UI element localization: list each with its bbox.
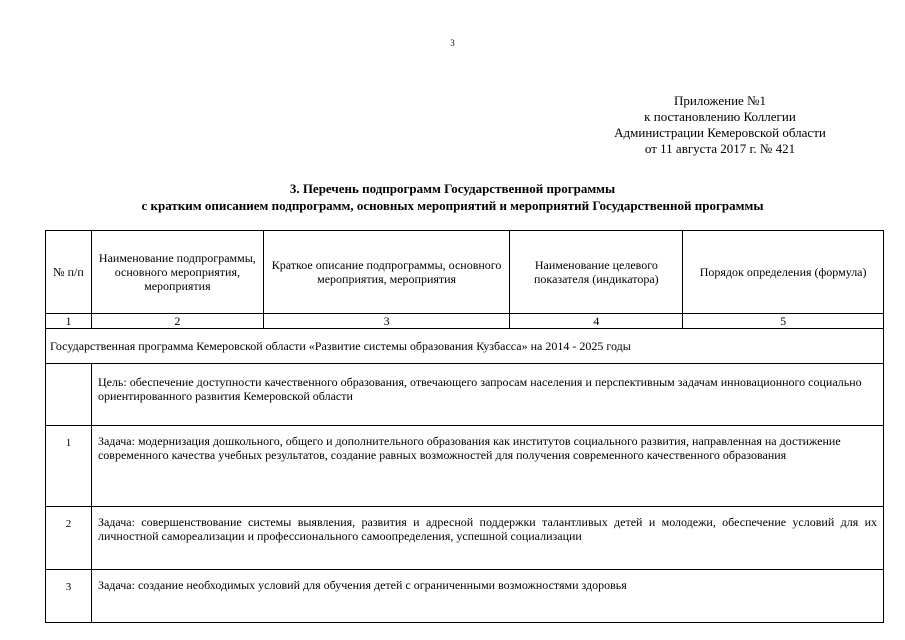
header-formula: Порядок определения (формула) [683, 231, 884, 314]
header-num: № п/п [46, 231, 92, 314]
task-number: 3 [46, 570, 92, 623]
task-number: 1 [46, 426, 92, 507]
program-row [46, 329, 884, 364]
header-description: Краткое описание подпрограммы, основного мероприятия, мероприятия [263, 231, 510, 314]
table-header-row [46, 231, 884, 314]
column-number: 3 [263, 314, 510, 329]
page-number: 3 [450, 38, 455, 48]
task-text: Задача: создание необходимых условий для обучения детей с ограниченными возможностями здоровья [91, 570, 883, 623]
task-number: 2 [46, 507, 92, 570]
subprograms-table [45, 230, 884, 623]
column-number: 1 [46, 314, 92, 329]
header-indicator: Наименование целевого показателя (индикатора) [510, 231, 683, 314]
goal-text: Цель: обеспечение доступности качественного образования, отвечающего запросам населения и перспективным задачам инновационного социально ориентированного развития Кемеровской области [91, 364, 883, 426]
task-text: Задача: модернизация дошкольного, общего и дополнительного образования как институтов социального развития, направленная на достижение современного качества учебных результатов, создание равных возможностей для получения современного качественного образования [91, 426, 883, 507]
column-number: 5 [683, 314, 884, 329]
appendix-line-4: от 11 августа 2017 г. № 421 [644, 141, 796, 156]
column-number: 2 [91, 314, 263, 329]
table-row [46, 507, 884, 570]
program-name: Государственная программа Кемеровской области «Развитие системы образования Кузбасса» на 2014 - 2025 годы [46, 329, 884, 364]
title-line-1: 3. Перечень подпрограмм Государственной программы [289, 181, 616, 196]
appendix-line-1: Приложение №1 [674, 93, 766, 108]
title-line-2: с кратким описанием подпрограмм, основных мероприятий и мероприятий Государственной программы [141, 198, 764, 213]
appendix-block [560, 93, 880, 157]
column-numbers-row [46, 314, 884, 329]
column-number: 4 [510, 314, 683, 329]
task-text: Задача: совершенствование системы выявления, развития и адресной поддержки талантливых детей и молодежи, обеспечение условий для их личностной самореализации и профессионального самоопределения, успешной социализации [91, 507, 883, 570]
goal-row [46, 364, 884, 426]
appendix-line-2: к постановлению Коллегии [644, 109, 796, 124]
table-row [46, 426, 884, 507]
goal-num-cell [46, 364, 92, 426]
header-name: Наименование подпрограммы, основного мероприятия, мероприятия [91, 231, 263, 314]
document-title [0, 180, 905, 214]
appendix-line-3: Администрации Кемеровской области [614, 125, 826, 140]
table-row [46, 570, 884, 623]
